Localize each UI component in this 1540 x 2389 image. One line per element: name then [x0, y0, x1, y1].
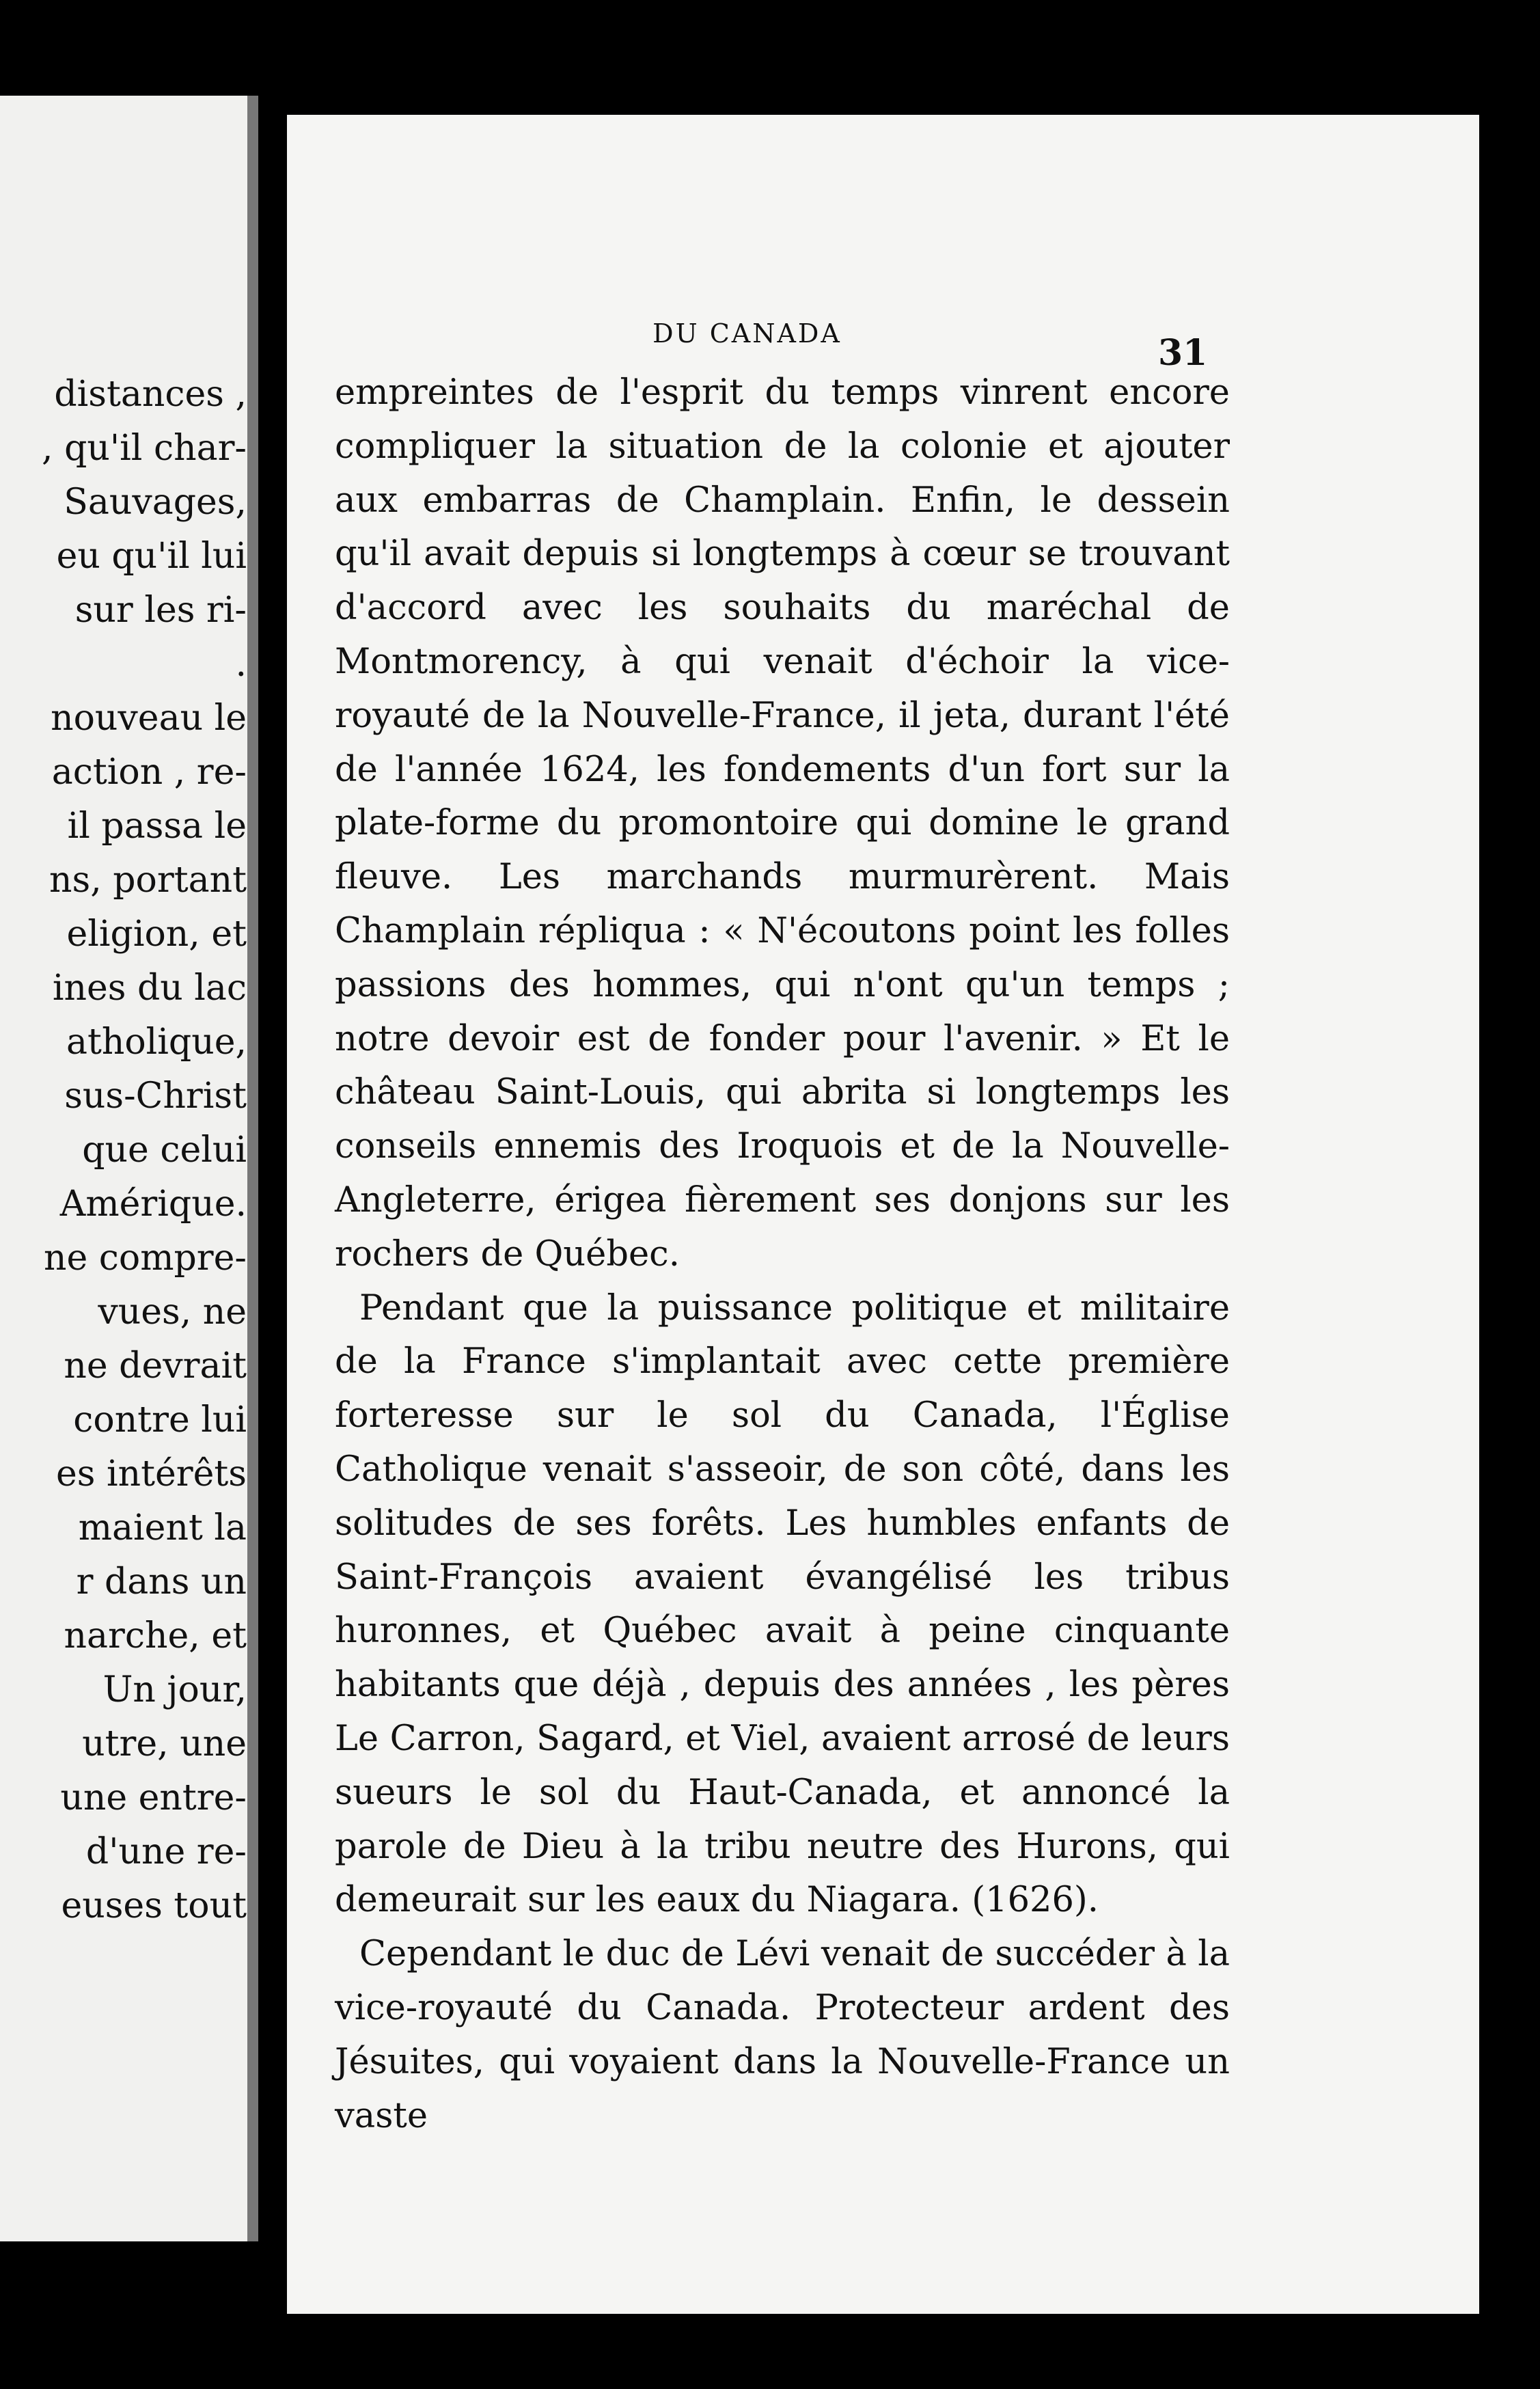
left-page-line: ines du lac	[52, 968, 247, 1009]
running-head: DU CANADA	[652, 318, 842, 349]
paragraph: Cependant le duc de Lévi venait de succéder à la vice-royauté du Canada. Protecteur ardent des Jésuites, qui voyaient dans la Nouvelle-France un vaste	[335, 1934, 1230, 2136]
left-page-line: d'une re-	[85, 1831, 247, 1872]
left-page-line: il passa le	[67, 806, 247, 847]
left-page-line: sus-Christ	[64, 1076, 247, 1117]
right-page	[287, 115, 1479, 2314]
book-gutter	[247, 96, 258, 2241]
left-page-line: maient la	[78, 1507, 247, 1548]
left-page-line: vues, ne	[98, 1292, 247, 1333]
body-text	[335, 366, 1230, 2143]
paragraph: Pendant que la puissance politique et militaire de la France s'implantait avec cette première forteresse sur le sol du Canada, l'Église Catholique venait s'asseoir, de son côté, dans les solitudes de ses forêts. Les humbles enfants de Saint-François avaient évangélisé les tribus huronnes, et Québec avait à peine cinquante habitants que déjà , depuis des années , les pères Le Carron, Sagard, et Viel, avaient arrosé de leurs sueurs le sol du Haut-Canada, et annoncé la parole de Dieu à la tribu neutre des Hurons, qui demeurait sur les eaux du Niagara. (1626).	[335, 1287, 1230, 1921]
left-page-line: une entre-	[60, 1777, 247, 1818]
left-page-fragment	[0, 96, 256, 2241]
left-page-line: action , re-	[51, 752, 247, 793]
left-page-line: , qu'il char-	[42, 428, 247, 469]
left-page-text	[42, 368, 247, 1933]
paragraph: empreintes de l'esprit du temps vinrent encore compliquer la situation de la colonie et ajouter aux embarras de Champlain. Enfin, le dessein qu'il avait depuis si longtemps à cœur se trouvant d'accord avec les souhaits du maréchal de Montmorency, à qui venait d'échoir la vice-royauté de la Nouvelle-France, il jeta, durant l'été de l'année 1624, les fondements d'un fort sur la plate-forme du promontoire qui domine le grand fleuve. Les marchands murmurèrent. Mais Champlain répliqua : « N'écoutons point les folles passions des hommes, qui n'ont qu'un temps ; notre devoir est de fonder pour l'avenir. » Et le château Saint-Louis, qui abrita si longtemps les conseils ennemis des Iroquois et de la Nouvelle-Angleterre, érigea fièrement ses donjons sur les rochers de Québec.	[335, 372, 1230, 1274]
left-page-line: distances ,	[54, 374, 247, 415]
left-page-line: sur les ri-	[74, 590, 247, 631]
left-page-line: atholique,	[66, 1022, 247, 1063]
left-page-line: que celui	[82, 1130, 247, 1171]
left-page-line: euses tout	[61, 1885, 247, 1926]
left-page-line: .	[235, 644, 247, 685]
left-page-line: eligion, et	[66, 914, 247, 955]
left-page-line: Un jour,	[102, 1669, 247, 1710]
left-page-line: ne devrait	[64, 1346, 247, 1387]
left-page-line: Sauvages,	[64, 482, 247, 523]
left-page-line: utre, une	[82, 1723, 247, 1764]
left-page-line: nouveau le	[51, 698, 247, 739]
page-number: 31	[1158, 332, 1208, 374]
left-page-line: es intérêts	[56, 1453, 247, 1494]
left-page-line: eu qu'il lui	[56, 536, 247, 577]
left-page-line: narche, et	[64, 1615, 247, 1656]
left-page-line: ne compre-	[43, 1238, 247, 1279]
left-page-line: Amérique.	[59, 1184, 247, 1225]
left-page-line: r dans un	[76, 1561, 247, 1602]
left-page-line: ns, portant	[49, 860, 247, 901]
left-page-line: contre lui	[73, 1400, 247, 1441]
